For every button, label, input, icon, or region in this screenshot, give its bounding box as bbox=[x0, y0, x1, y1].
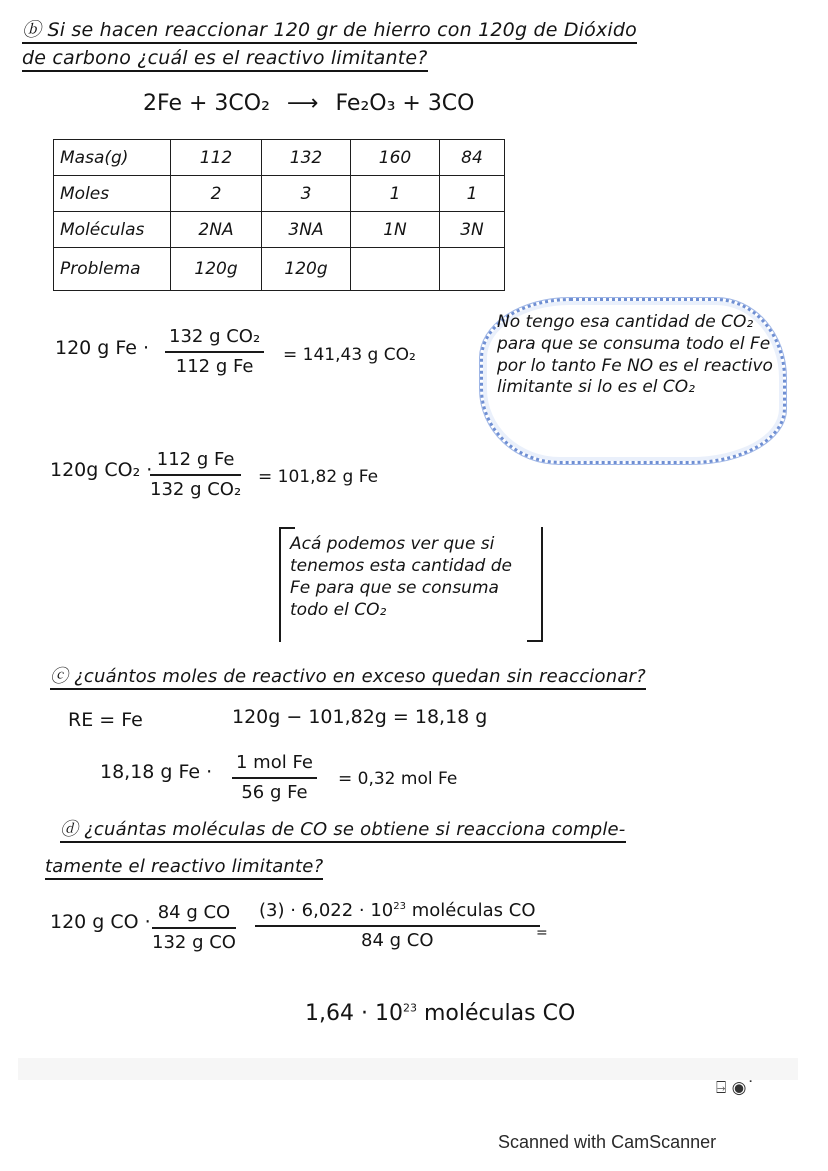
row-header: Moles bbox=[54, 176, 171, 212]
calc4-numerator-2 bbox=[255, 900, 540, 927]
table-cell: 2 bbox=[171, 176, 262, 212]
table-cell bbox=[351, 248, 440, 291]
question-d-label: ⓓ bbox=[60, 819, 79, 840]
calc4-denominator-2: 84 g CO bbox=[361, 929, 434, 951]
calc4-num2-pre: (3) · 6,022 · 10 bbox=[259, 900, 394, 921]
calc3-fraction bbox=[232, 752, 317, 804]
cloud-note: No tengo esa cantidad de CO₂ para que se consuma todo el Fe por lo tanto Fe NO es el reactivo limitante si lo es el CO₂ bbox=[497, 312, 773, 398]
equation-arrow: ⟶ bbox=[286, 91, 319, 116]
re-label: RE = Fe bbox=[68, 709, 143, 731]
question-d-line1 bbox=[60, 820, 626, 843]
question-c-text: ¿cuántos moles de reactivo en exceso quedan sin reaccionar? bbox=[74, 666, 646, 687]
chemical-equation bbox=[143, 92, 475, 116]
calc2-lhs: 120g CO₂ · bbox=[50, 459, 153, 481]
question-c-label: ⓒ bbox=[50, 666, 69, 687]
calc2-result: = 101,82 g Fe bbox=[258, 467, 379, 487]
camscanner-watermark: Scanned with CamScanner bbox=[498, 1132, 717, 1152]
calc3-result: = 0,32 mol Fe bbox=[338, 769, 458, 789]
question-b-label: ⓑ bbox=[22, 19, 42, 41]
question-b-line2: de carbono ¿cuál es el reactivo limitante? bbox=[22, 48, 428, 72]
table-cell: 120g bbox=[262, 248, 351, 291]
scanner-icons: ⍈ ◉˙ bbox=[716, 1078, 755, 1098]
table-row bbox=[54, 140, 505, 176]
table-cell: 132 bbox=[262, 140, 351, 176]
final-result bbox=[305, 1002, 575, 1026]
calc4-numerator-1: 84 g CO bbox=[152, 902, 236, 929]
calc4-fraction-1 bbox=[152, 902, 236, 954]
table-cell: 1N bbox=[351, 212, 440, 248]
table-row bbox=[54, 212, 505, 248]
calc4-denominator-1: 132 g CO bbox=[152, 931, 236, 953]
table-cell: 2NA bbox=[171, 212, 262, 248]
table-cell: 1 bbox=[440, 176, 505, 212]
question-b-line1 bbox=[22, 20, 637, 44]
row-header: Masa(g) bbox=[54, 140, 171, 176]
calc3-lhs: 18,18 g Fe · bbox=[100, 761, 213, 783]
calc1-numerator: 132 g CO₂ bbox=[165, 326, 264, 353]
question-c bbox=[50, 667, 646, 690]
final-exp: 23 bbox=[402, 1001, 417, 1015]
question-b-text-1: Si se hacen reaccionar 120 gr de hierro con 120g de Dióxido bbox=[47, 19, 637, 41]
final-post: moléculas CO bbox=[416, 1001, 576, 1026]
calc4-fraction-2 bbox=[255, 900, 540, 952]
calc1-result: = 141,43 g CO₂ bbox=[283, 345, 416, 365]
table-row bbox=[54, 248, 505, 291]
table-cell: 112 bbox=[171, 140, 262, 176]
table-cell: 84 bbox=[440, 140, 505, 176]
calc2-fraction bbox=[150, 449, 241, 501]
table-cell: 1 bbox=[351, 176, 440, 212]
table-cell: 120g bbox=[171, 248, 262, 291]
stoichiometry-table bbox=[53, 139, 505, 291]
equation-reactants: 2Fe + 3CO₂ bbox=[143, 91, 270, 116]
calc4-lhs: 120 g CO · bbox=[50, 911, 151, 933]
question-d-text-1: ¿cuántas moléculas de CO se obtiene si reacciona comple- bbox=[84, 819, 626, 840]
calc3-numerator: 1 mol Fe bbox=[232, 752, 317, 779]
calc4-num2-post: moléculas CO bbox=[406, 900, 536, 921]
re-calc: 120g − 101,82g = 18,18 g bbox=[232, 706, 488, 728]
table-cell: 3NA bbox=[262, 212, 351, 248]
calc3-denominator: 56 g Fe bbox=[241, 781, 308, 803]
question-d-line2: tamente el reactivo limitante? bbox=[45, 857, 323, 880]
table-cell: 3N bbox=[440, 212, 505, 248]
table-row bbox=[54, 176, 505, 212]
row-header: Problema bbox=[54, 248, 171, 291]
calc1-lhs: 120 g Fe · bbox=[55, 337, 150, 359]
table-cell: 160 bbox=[351, 140, 440, 176]
table-cell bbox=[440, 248, 505, 291]
calc2-denominator: 132 g CO₂ bbox=[150, 478, 242, 500]
calc1-denominator: 112 g Fe bbox=[175, 355, 254, 377]
table-cell: 3 bbox=[262, 176, 351, 212]
calc2-numerator: 112 g Fe bbox=[150, 449, 241, 476]
row-header: Moléculas bbox=[54, 212, 171, 248]
bracket-note: Acá podemos ver que si tenemos esta cantidad de Fe para que se consuma todo el CO₂ bbox=[290, 534, 512, 621]
final-pre: 1,64 · 10 bbox=[305, 1001, 403, 1026]
calc4-num2-exp: 23 bbox=[393, 901, 406, 912]
calc1-fraction bbox=[165, 326, 264, 378]
equation-products: Fe₂O₃ + 3CO bbox=[335, 91, 475, 116]
scan-edge-shade bbox=[18, 1058, 798, 1080]
calc4-equals: = bbox=[536, 925, 548, 941]
